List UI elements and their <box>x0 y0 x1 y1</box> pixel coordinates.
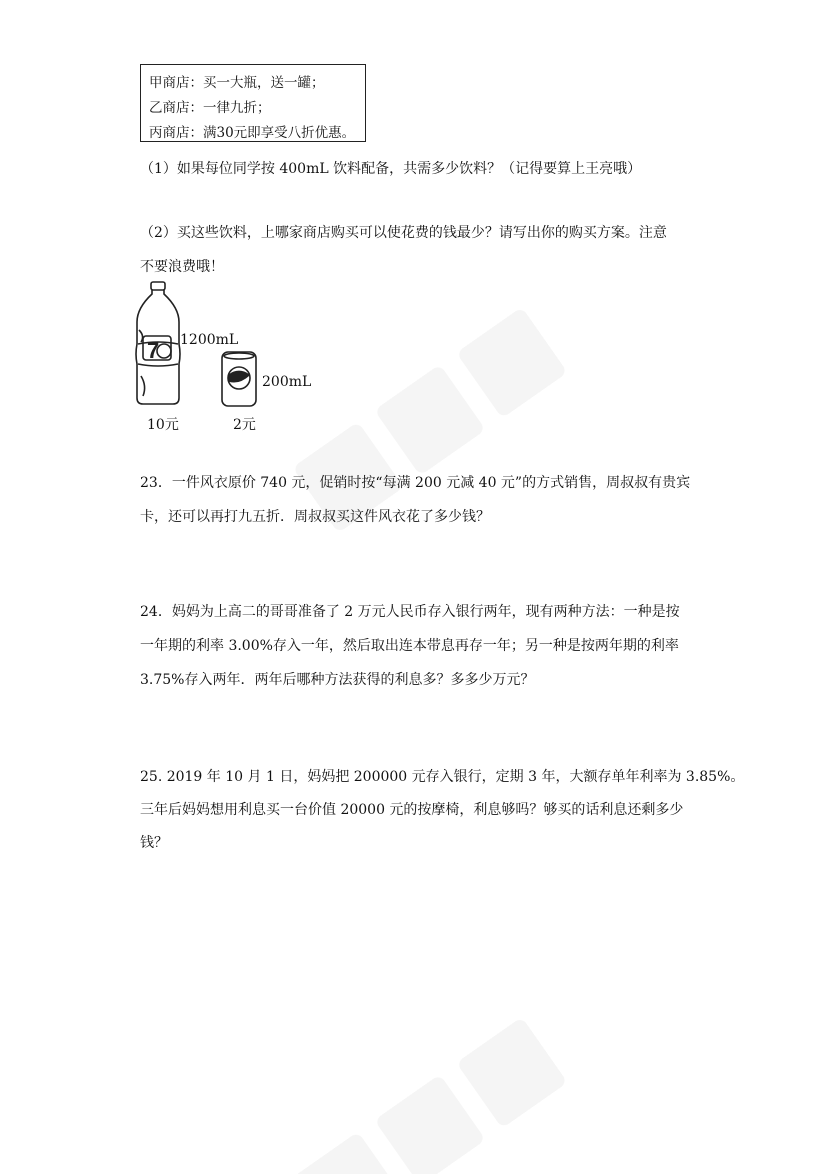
q22-part1: （1）如果每位同学按 400mL 饮料配备，共需多少饮料？（记得要算上王亮哦） <box>140 161 642 177</box>
can-icon <box>222 352 256 406</box>
can-volume-label: 200mL <box>262 374 312 390</box>
q24-line1: 24．妈妈为上高二的哥哥准备了 2 万元人民币存入银行两年，现有两种方法：一种是按 <box>140 604 680 620</box>
q25-line2: 三年后妈妈想用利息买一台价值 20000 元的按摩椅，利息够吗？够买的话利息还剩多少 <box>140 802 684 818</box>
q22-part2-line2: 不要浪费哦！ <box>140 259 224 275</box>
bottle-price-label: 10元 <box>147 417 179 433</box>
q24-line3: 3.75%存入两年．两年后哪种方法获得的利息多？多多少万元？ <box>140 672 535 688</box>
can-price-label: 2元 <box>233 417 256 433</box>
shop-offer-jia: 甲商店：买一大瓶，送一罐； <box>149 75 325 91</box>
q22-part2-line1: （2）买这些饮料，上哪家商店购买可以使花费的钱最少？请写出你的购买方案。注意 <box>140 225 667 241</box>
q25-line1: 25. 2019 年 10 月 1 日，妈妈把 200000 元存入银行，定期 3 年，大额存单年利率为 3.85%。 <box>140 769 745 785</box>
shop-offers-box <box>140 64 366 142</box>
q25-line3: 钱？ <box>140 835 168 851</box>
q24-line2: 一年期的利率 3.00%存入一年，然后取出连本带息再存一年；另一种是按两年期的利率 <box>140 638 679 654</box>
bottle-volume-label: 1200mL <box>180 332 239 348</box>
q23-line1: 23．一件风衣原价 740 元，促销时按“每满 200 元减 40 元”的方式销售，周叔叔有贵宾 <box>140 475 691 491</box>
shop-offer-yi: 乙商店：一律九折； <box>149 100 271 116</box>
shop-offer-bing: 丙商店：满30元即享受八折优惠。 <box>149 125 356 141</box>
q23-line2: 卡，还可以再打九五折．周叔叔买这件风衣花了多少钱？ <box>140 509 490 525</box>
drinks-figure <box>125 280 345 440</box>
bottle-icon <box>136 282 180 404</box>
svg-text:7: 7 <box>147 338 160 363</box>
